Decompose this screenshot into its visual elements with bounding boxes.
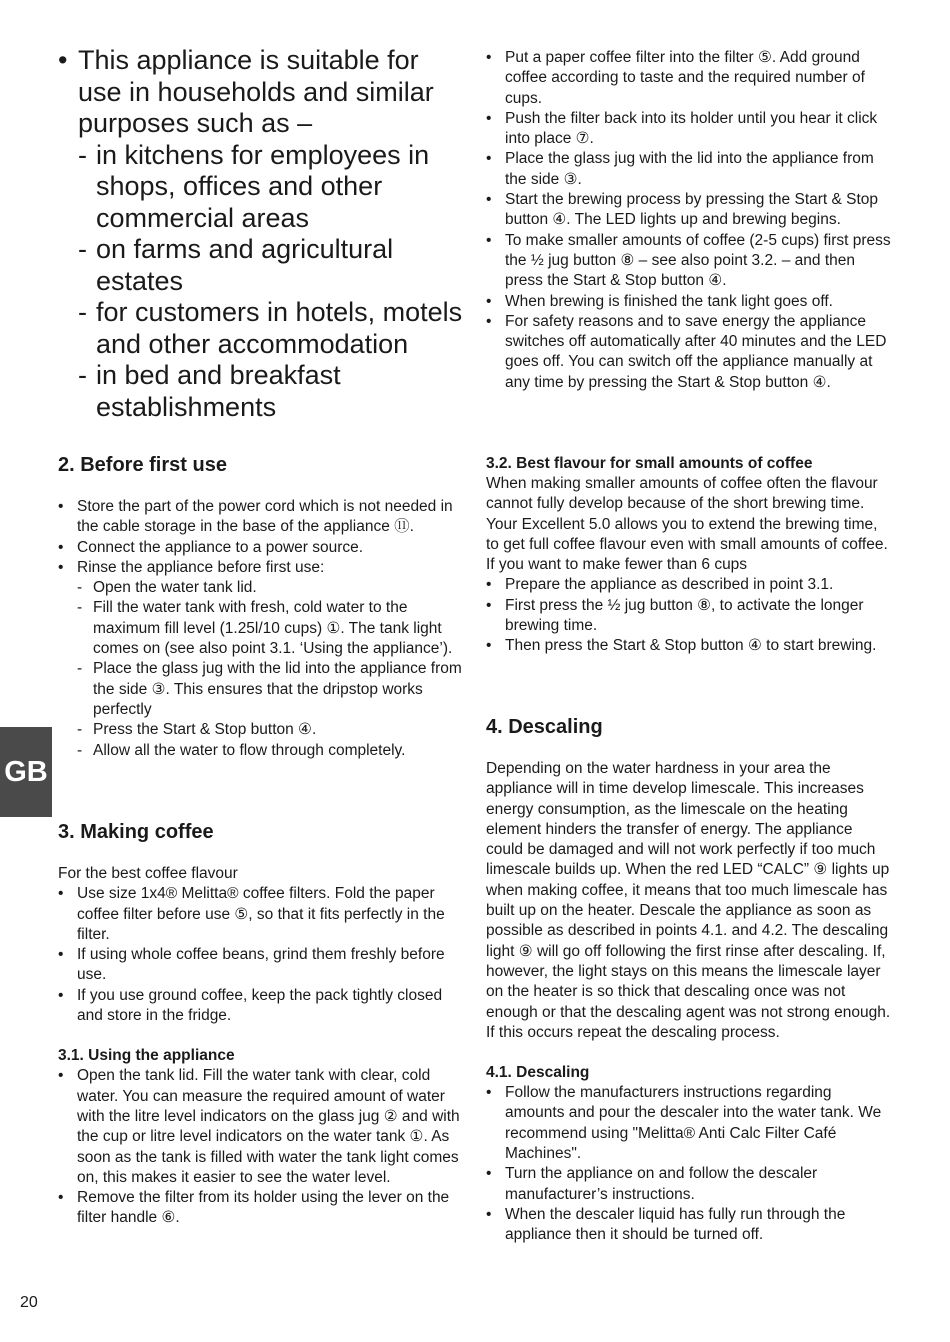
section-title: 3. Making coffee bbox=[58, 821, 214, 843]
section-before-first-use: 2. Before first use • Store the part of the power cord which is not needed in the cable storage in the base of the appliance ⑪. • Connect the appliance to a power source. • Rinse the appliance before first use: - Open the water tank lid. - Fill the water tank with fresh, cold water to the maximum fill level (1.25l/10 cups) ①. The tank light comes on (see also point 3.1. ‘Using the appliance’). - Place the glass jug with the lid into the appliance from the side ③. This ensures that the dripstop works perfectly - Press the Start & Stop button ④. - Allow all the water to flow through completely. bbox=[58, 453, 463, 761]
list-item: Place the glass jug with the lid into the appliance from the side ③. bbox=[505, 150, 874, 188]
subsection-title: 4.1. Descaling bbox=[486, 1064, 590, 1082]
paragraph: For the best coffee flavour bbox=[58, 865, 238, 882]
list-item: Prepare the appliance as described in point 3.1. bbox=[505, 576, 834, 594]
list-item: Start the brewing process by pressing the Start & Stop button ④. The LED lights up and brewing begins. bbox=[505, 191, 879, 229]
list-item: Open the water tank lid. bbox=[93, 579, 257, 597]
list-item: When brewing is finished the tank light goes off. bbox=[505, 292, 833, 310]
intro-item: in bed and breakfast establishments bbox=[96, 360, 341, 422]
intro-item: on farms and agricultural estates bbox=[96, 234, 394, 296]
list-item: If using whole coffee beans, grind them freshly before use. bbox=[77, 946, 445, 984]
section-descaling: 4. Descaling Depending on the water hardness in your area the appliance will in time develop limescale. This increases energy consumption, as the limescale on the heating element hinders the transfer of energy. The appliance could be damaged and will not work perfectly if too much limescale builds up. When the red LED “CALC” ⑨ lights up when making coffee, it means that too much limescale has built up on the heater. Descale the appliance as soon as possible as described in points 4.1. and 4.2. The descaling light ⑨ will go off following the first rinse after descaling. If, however, the light stays on this means the limescale layer on the heater is so thick that descaling once was not enough or that the descaling agent was not strong enough. If this occurs repeat the descaling process. 4.1. Descaling • Follow the manufacturers instructions regarding amounts and pour the descaler into the water tank. We recommend using "Melitta® Anti Calc Filter Café Machines". • Turn the appliance on and follow the descaler manufacturer’s instructions. • When the descaler liquid has fully run through the appliance then it should be turned off. bbox=[486, 715, 891, 1246]
list-item: Use size 1x4® Melitta® coffee filters. Fold the paper coffee filter before use ⑤, so that it fits perfectly in the filter. bbox=[77, 885, 445, 943]
paragraph: Depending on the water hardness in your area the appliance will in time develop limescale. This increases energy consumption, as the limescale on the heating element hinders the transfer of energy. The appliance could be damaged and will not work perfectly if too much limescale builds up. When the red LED “CALC” ⑨ lights up when making coffee, it means that too much limescale has built up on the heater. Descale the appliance as soon as possible as described in points 4.1. and 4.2. The descaling light ⑨ will go off following the first rinse after descaling. If, however, the light stays on this means the limescale layer on the heater is so thick that descaling once was not enough or that the descaling agent was not strong enough. If this occurs repeat the descaling process. bbox=[486, 760, 891, 1041]
list-item: Press the Start & Stop button ④. bbox=[93, 721, 317, 739]
list-item: Allow all the water to flow through completely. bbox=[93, 741, 406, 759]
intro-item: in kitchens for employees in shops, offices and other commercial areas bbox=[96, 139, 430, 233]
list-item: Store the part of the power cord which is not needed in the cable storage in the base of the appliance ⑪. bbox=[77, 498, 453, 536]
section-title: 4. Descaling bbox=[486, 716, 603, 738]
list-item: Remove the filter from its holder using the lever on the filter handle ⑥. bbox=[77, 1189, 450, 1227]
paragraph: When making smaller amounts of coffee often the flavour cannot fully develop because of the short brewing time. Your Excellent 5.0 allows you to extend the brewing time, to get full coffee flavour even with small amounts of coffee. If you want to make fewer than 6 cups bbox=[486, 475, 888, 574]
list-item: Fill the water tank with fresh, cold water to the maximum fill level (1.25l/10 cups) ①. The tank light comes on (see also point 3.1. ‘Using the appliance’). bbox=[93, 599, 453, 658]
section-best-flavour: 3.2. Best flavour for small amounts of coffee When making smaller amounts of coffee often the flavour cannot fully develop because of the short brewing time. Your Excellent 5.0 allows you to extend the brewing time, to get full coffee flavour even with small amounts of coffee. If you want to make fewer than 6 cups • Prepare the appliance as described in point 3.1. • First press the ½ jug button ⑧, to activate the longer brewing time. • Then press the Start & Stop button ④ to start brewing. bbox=[486, 454, 891, 657]
list-item: To make smaller amounts of coffee (2-5 cups) first press the ½ jug button ⑧ – see also point 3.2. – and then press the Start & Stop button ④. bbox=[505, 231, 891, 290]
intro-block: • This appliance is suitable for use in households and similar purposes such as – - in kitchens for employees in shops, offices and other commercial areas - on farms and agricultural estates - for customers in hotels, motels and other accommodation - in bed and breakfast establishments bbox=[58, 45, 468, 423]
list-item: Follow the manufacturers instructions regarding amounts and pour the descaler into the water tank. We recommend using "Melitta® Anti Calc Filter Café Machines". bbox=[505, 1084, 882, 1163]
list-item: If you use ground coffee, keep the pack tightly closed and store in the fridge. bbox=[77, 986, 443, 1025]
page-number: 20 bbox=[20, 1294, 38, 1311]
subsection-title: 3.1. Using the appliance bbox=[58, 1047, 235, 1065]
intro-item: for customers in hotels, motels and other accommodation bbox=[96, 297, 463, 359]
list-item: Place the glass jug with the lid into the appliance from the side ③. This ensures that the dripstop works perfectly bbox=[93, 660, 462, 718]
right-list: • Put a paper coffee filter into the filter ⑤. Add ground coffee according to taste and the required number of cups. • Push the filter back into its holder until you hear it click into place ⑦. • Place the glass jug with the lid into the appliance from the side ③. • Start the brewing process by pressing the Start & Stop button ④. The LED lights up and brewing begins. • To make smaller amounts of coffee (2-5 cups) first press the ½ jug button ⑧ – see also point 3.2. – and then press the Start & Stop button ④. • When brewing is finished the tank light goes off. • For safety reasons and to save energy the appliance switches off automatically after 40 minutes and the LED goes off. You can switch off the appliance manually at any time by pressing the Start & Stop button ④. bbox=[486, 48, 891, 393]
list-item: Turn the appliance on and follow the descaler manufacturer’s instructions. bbox=[505, 1165, 818, 1203]
section-making-coffee: 3. Making coffee For the best coffee flavour • Use size 1x4® Melitta® coffee filters. Fold the paper coffee filter before use ⑤, so that it fits perfectly in the filter. • If using whole coffee beans, grind them freshly before use. • If you use ground coffee, keep the pack tightly closed and store in the fridge. 3.1. Using the appliance • Open the tank lid. Fill the water tank with clear, cold water. You can measure the required amount of water with the litre level indicators on the glass jug ② and with the cup or litre level indicators on the water tank ①. As soon as the tank is filled with water the tank light comes on, this makes it easier to see the water level. • Remove the filter from its holder using the lever on the filter handle ⑥. bbox=[58, 820, 463, 1229]
list-item: When the descaler liquid has fully run through the appliance then it should be turned off. bbox=[505, 1205, 846, 1244]
list-item: Open the tank lid. Fill the water tank with clear, cold water. You can measure the required amount of water with the litre level indicators on the glass jug ② and with the cup or litre level indicators on the water tank ①. As soon as the tank is filled with water the tank light comes on, this makes it easier to see the water level. bbox=[77, 1067, 460, 1186]
intro-text: This appliance is suitable for use in households and similar purposes such as – bbox=[78, 45, 434, 138]
list-item: First press the ½ jug button ⑧, to activate the longer brewing time. bbox=[505, 596, 864, 635]
list-item: For safety reasons and to save energy the appliance switches off automatically after 40 minutes and the LED goes off. You can switch off the appliance manually at any time by pressing the Start & Stop button ④. bbox=[505, 312, 887, 391]
language-tab: GB bbox=[0, 727, 52, 817]
list-item: Then press the Start & Stop button ④ to start brewing. bbox=[505, 637, 877, 655]
list-item: Push the filter back into its holder until you hear it click into place ⑦. bbox=[505, 109, 878, 148]
list-item: Put a paper coffee filter into the filter ⑤. Add ground coffee according to taste and the required number of cups. bbox=[505, 49, 865, 107]
subsection-title: 3.2. Best flavour for small amounts of coffee bbox=[486, 455, 813, 472]
list-item: Rinse the appliance before first use: bbox=[77, 558, 325, 576]
section-title: 2. Before first use bbox=[58, 454, 227, 476]
list-item: Connect the appliance to a power source. bbox=[77, 538, 364, 556]
bullet: • bbox=[58, 45, 68, 75]
